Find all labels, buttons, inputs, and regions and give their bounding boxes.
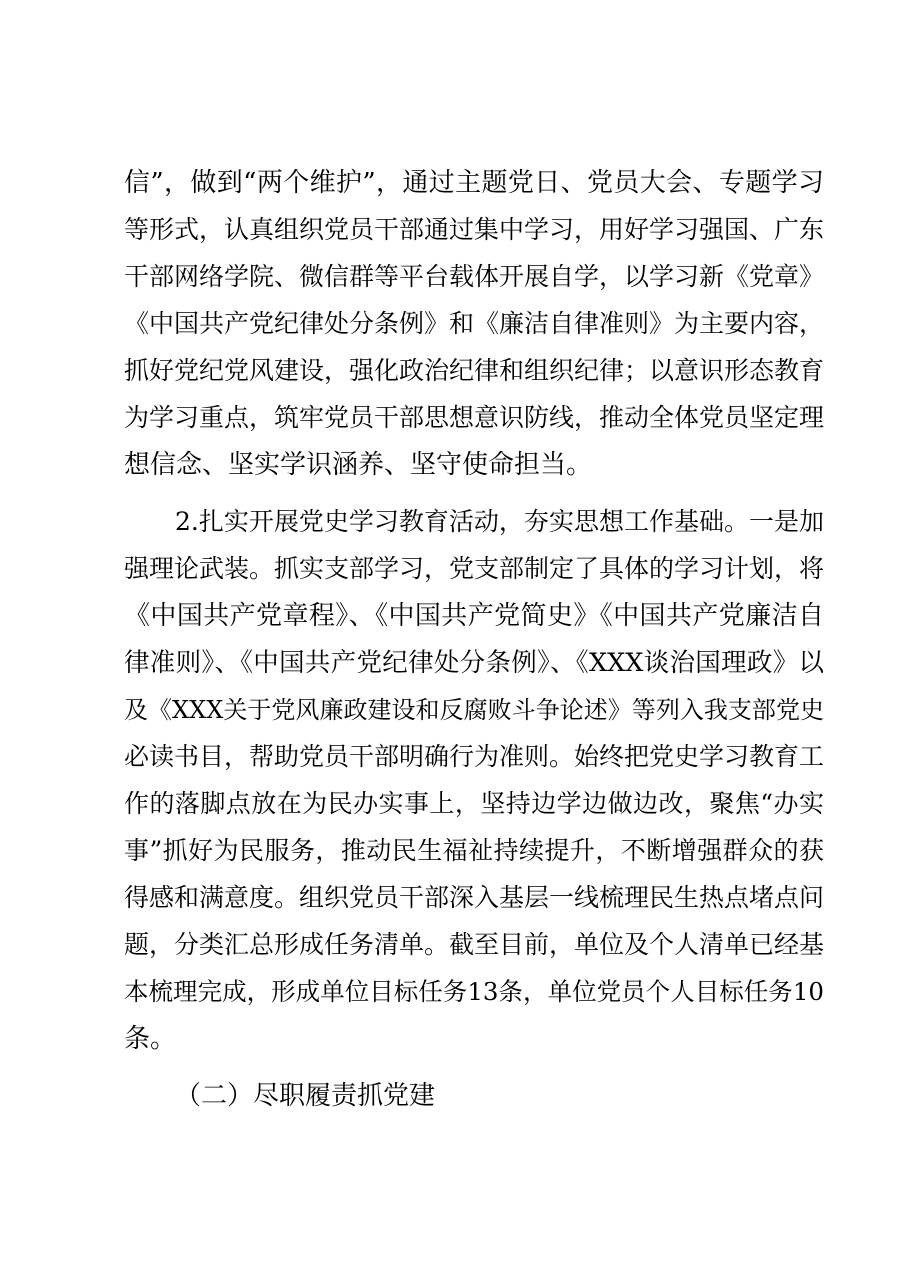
paragraph-line: 律准则》、《中国共产党纪律处分条例》、《XXX谈治国理政》以 xyxy=(124,648,824,678)
paragraph-line: 想信念、坚实学识涵养、坚守使命担当。 xyxy=(124,450,593,480)
paragraph-line: 等形式，认真组织党员干部通过集中学习，用好学习强国、广东 xyxy=(124,215,825,244)
paragraph-line: 事”抓好为民服务，推动民生福祉持续提升，不断增强群众的获 xyxy=(124,836,824,865)
section-heading: （二）尽职履责抓党建 xyxy=(175,1081,436,1111)
paragraph-line: 题，分类汇总形成任务清单。截至目前，单位及个人清单已经基 xyxy=(124,930,825,959)
paragraph-line: 2.扎实开展党史学习教育活动，夯实思想工作基础。一是加 xyxy=(175,507,824,536)
paragraph-line: 抓好党纪党风建设，强化政治纪律和组织纪律；以意识形态教育 xyxy=(124,356,825,385)
paragraph-line: 《中国共产党章程》、《中国共产党简史》《中国共产党廉洁自 xyxy=(124,601,824,631)
paragraph-line: 信”，做到“两个维护”，通过主题党日、党员大会、专题学习 xyxy=(124,168,824,198)
paragraph-line: 干部网络学院、微信群等平台载体开展自学，以学习新《党章》 xyxy=(124,262,825,291)
paragraph-line: 本梳理完成，形成单位目标任务13条，单位党员个人目标任务10 xyxy=(124,977,824,1006)
paragraph-line: 得感和满意度。组织党员干部深入基层一线梳理民生热点堵点问 xyxy=(124,883,825,912)
paragraph-line: 作的落脚点放在为民办实事上，坚持边学边做边改，聚焦“办实 xyxy=(124,789,824,818)
paragraph-line: 及《XXX关于党风廉政建设和反腐败斗争论述》等列入我支部党史 xyxy=(124,696,824,724)
paragraph-line: 条。 xyxy=(124,1024,177,1054)
paragraph-line: 《中国共产党纪律处分条例》和《廉洁自律准则》为主要内容， xyxy=(124,309,825,338)
paragraph-line: 为学习重点，筑牢党员干部思想意识防线，推动全体党员坚定理 xyxy=(124,403,825,432)
paragraph-line: 必读书目，帮助党员干部明确行为准则。始终把党史学习教育工 xyxy=(124,742,825,771)
paragraph-line: 强理论武装。抓实支部学习，党支部制定了具体的学习计划，将 xyxy=(124,554,825,583)
